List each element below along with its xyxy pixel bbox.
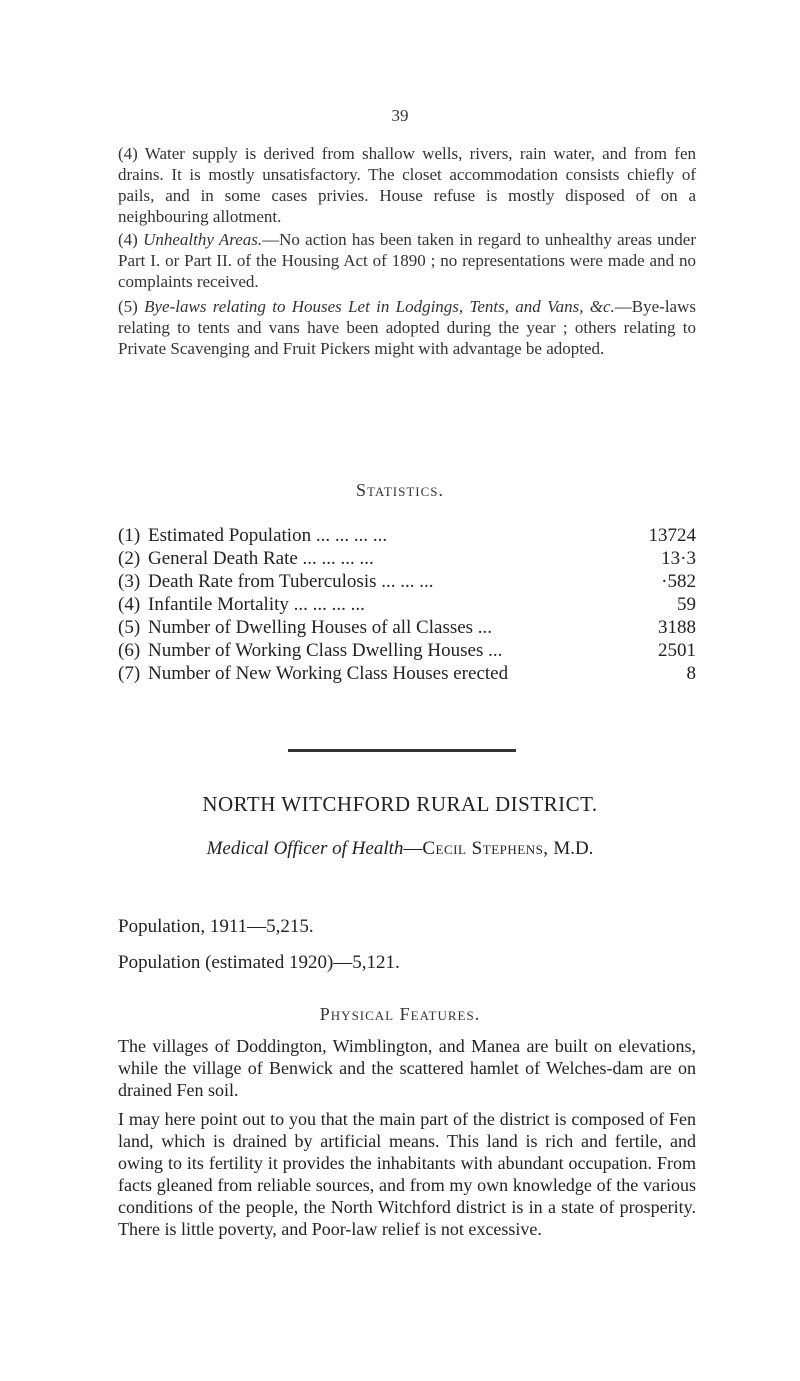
medical-officer-line [0, 838, 800, 860]
paragraph-bye-laws [118, 296, 696, 359]
statistics-row [118, 662, 696, 685]
row-number: (3) [118, 571, 141, 592]
paragraph-prefix: (4) [118, 230, 144, 249]
row-value: 13724 [648, 525, 696, 546]
row-value: ·582 [661, 571, 696, 592]
statistics-row [118, 639, 696, 662]
statistics-row [118, 616, 696, 639]
paragraph-prefix: (5) [118, 297, 145, 316]
paragraph-water-supply: (4) Water supply is derived from shallow wells, rivers, rain water, and from fen drains. It is mostly unsatisfactory. The closet accommodation consists chiefly of pails, and in some cases privies. House refuse is mostly disposed of on a neighbouring allotment. [118, 144, 696, 226]
row-number: (2) [118, 548, 141, 569]
page-number: 39 [391, 106, 409, 125]
population-1920: Population (estimated 1920)—5,121. [118, 952, 400, 973]
row-value: 59 [677, 594, 696, 615]
moh-role: Medical Officer of Health [206, 838, 404, 859]
paragraph-title: Unhealthy Areas. [143, 230, 263, 249]
paragraph-fen-land: I may here point out to you that the main part of the district is composed of Fen land, which is drained by artificial means. This land is rich and fertile, and owing to its fertility it provides the inhabitants with abundant occupation. From facts gleaned from reliable sources, and from my own knowledge of the various conditions of the people, the North Witchford district is in a state of prosperity. There is little poverty, and Poor-law relief is not excessive. [118, 1109, 696, 1239]
row-label: Estimated Population ... ... ... ... [148, 525, 388, 546]
row-label: Number of New Working Class Houses erected [148, 663, 509, 684]
row-label: Number of Dwelling Houses of all Classes ... [148, 617, 493, 638]
moh-name: Cecil Stephens, [422, 838, 549, 859]
row-number: (5) [118, 617, 141, 638]
moh-degree: M.D. [548, 838, 594, 859]
row-label: Infantile Mortality ... ... ... ... [148, 594, 365, 615]
row-label: General Death Rate ... ... ... ... [148, 548, 374, 569]
row-number: (4) [118, 594, 141, 615]
row-value: 8 [686, 663, 696, 684]
row-value: 3188 [658, 617, 696, 638]
population-1911: Population, 1911—5,215. [118, 916, 314, 937]
statistics-heading: Statistics. [355, 480, 445, 500]
statistics-table [118, 524, 696, 685]
row-value: 13·3 [661, 548, 696, 569]
row-number: (1) [118, 525, 141, 546]
row-number: (6) [118, 640, 141, 661]
moh-dash: — [403, 838, 423, 859]
paragraph-unhealthy-areas [118, 229, 696, 292]
statistics-row [118, 547, 696, 570]
paragraph-text: —Bye-laws relating to tents and vans have been adopted during the year ; others relating to Private Scavenging and Fruit Pickers might with advantage be adopted. [118, 297, 696, 358]
row-label: Number of Working Class Dwelling Houses ... [148, 640, 503, 661]
statistics-row [118, 570, 696, 593]
district-title: NORTH WITCHFORD RURAL DISTRICT. [202, 792, 598, 816]
statistics-row [118, 524, 696, 547]
row-label: Death Rate from Tuberculosis ... ... ... [148, 571, 434, 592]
paragraph-villages: The villages of Doddington, Wimblington, and Manea are built on elevations, while the village of Benwick and the scattered hamlet of Welches-dam are on drained Fen soil. [118, 1036, 696, 1100]
section-divider [288, 749, 516, 752]
row-value: 2501 [658, 640, 696, 661]
paragraph-text: —No action has been taken in regard to unhealthy areas under Part I. or Part II. of the Housing Act of 1890 ; no representations were made and no complaints received. [118, 230, 696, 291]
row-number: (7) [118, 663, 141, 684]
paragraph-title: Bye-laws relating to Houses Let in Lodgings, Tents, and Vans, &c. [144, 297, 615, 316]
statistics-row [118, 593, 696, 616]
physical-features-heading: Physical Features. [319, 1004, 481, 1024]
